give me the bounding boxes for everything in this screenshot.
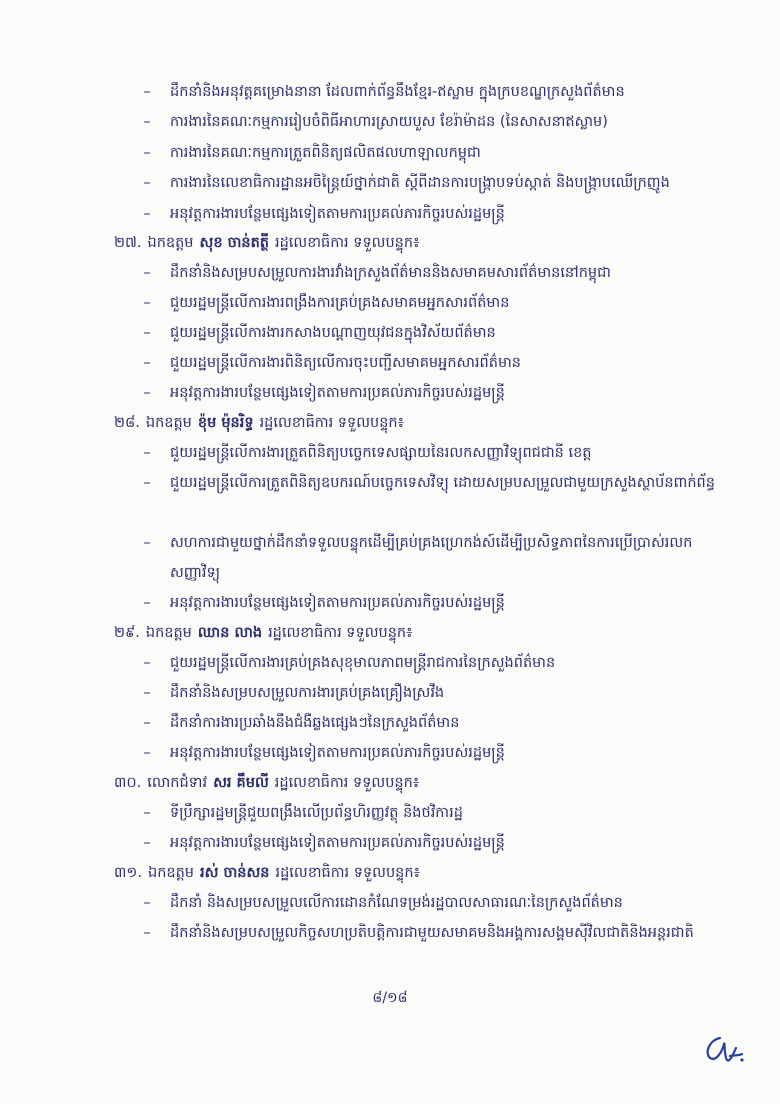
list-item: – អនុវត្តការងារបន្ថែមផ្សេងទៀតតាមការប្រគល់ភារកិច្ចរបស់រដ្ឋមន្ត្រី <box>143 385 505 401</box>
list-item: – ដឹកនាំនិងអនុវត្តគម្រោងនានា ដែលពាក់ព័ន្ធនឹងខ្មែរ-ឥស្លាម ក្នុងក្របខណ្ឌក្រសួងព័ត៌មាន <box>143 84 625 100</box>
signature-icon <box>700 1030 746 1068</box>
official-name: រស់ ចាន់សន <box>200 865 270 881</box>
list-item: – អនុវត្តការងារបន្ថែមផ្សេងទៀតតាមការប្រគល់ភារកិច្ចរបស់រដ្ឋមន្ត្រី <box>143 595 505 611</box>
section-heading: ២៩. ឯកឧត្តម ឈាន លាង រដ្ឋលេខាធិការ ទទួលបន្ទុក៖ <box>114 625 413 641</box>
section-heading: ៣០. លោកជំទាវ សរ គឹមលី រដ្ឋលេខាធិការ ទទួលបន្ទុក៖ <box>114 775 420 791</box>
list-item: – ជួយរដ្ឋមន្ត្រីលើការត្រួតពិនិត្យឧបករណ៍បច្ចេកទេសវិទ្យុ ដោយសម្របសម្រួលជាមួយក្រសួងស្ថាប័នពាក់ព័ន្ធ <box>143 475 715 491</box>
list-item: – ការងារនៃលេខាធិការដ្ឋានអចិន្ត្រៃយ៍ថ្នាក់ជាតិ ស្តីពីដានការបង្ក្រាបទប់ស្កាត់ និងបង្ក្រាបឈើក្រញូង <box>143 175 670 191</box>
official-name: ឈាន លាង <box>197 625 263 641</box>
list-item: – អនុវត្តការងារបន្ថែមផ្សេងទៀតតាមការប្រគល់ភារកិច្ចរបស់រដ្ឋមន្ត្រី <box>143 206 505 222</box>
section-heading: ៣១. ឯកឧត្តម រស់ ចាន់សន រដ្ឋលេខាធិការ ទទួលបន្ទុក៖ <box>114 865 420 881</box>
list-item: – ជួយរដ្ឋមន្ត្រីលើការងារកសាងបណ្តាញយុវជនក្នុងវិស័យព័ត៌មាន <box>143 325 496 341</box>
list-item: – អនុវត្តការងារបន្ថែមផ្សេងទៀតតាមការប្រគល់ភារកិច្ចរបស់រដ្ឋមន្ត្រី <box>143 835 505 851</box>
list-item: – ជួយរដ្ឋមន្ត្រីលើការងារគ្រប់គ្រងសុខុមាលភាពមន្ត្រីរាជការនៃក្រសួងព័ត៌មាន <box>143 655 556 671</box>
list-item: – សហការជាមួយថ្នាក់ដឹកនាំទទួលបន្ទុកដើម្បីគ្រប់គ្រងហ្រេកង់ស៍ដើម្បីប្រសិទ្ធភាពនៃការប្រើប្រាស់រលកសញ្ញាវិទ្យុ <box>143 535 693 581</box>
section-heading: ២៧. ឯកឧត្តម សុខ ចាន់តត្ថី រដ្ឋលេខាធិការ ទទួលបន្ទុក៖ <box>114 235 420 251</box>
list-item: – ដឹកនាំនិងសម្របសម្រួលកិច្ចសហប្រតិបត្តិការជាមួយសមាគមនិងអង្គការសង្គមស៊ីវិលជាតិនិងអន្តរជាតិ <box>143 925 694 941</box>
list-item: – ជួយរដ្ឋមន្ត្រីលើការងារពិនិត្យលើការចុះបញ្ជីសមាគមអ្នកសារព័ត៌មាន <box>143 355 521 371</box>
list-item: – ដឹកនាំនិងសម្របសម្រួលការងារគ្រប់គ្រងគ្រឿងស្រវឹង <box>143 685 445 701</box>
official-name: ខ៉ុម ម៉ុនរិទ្ធ <box>197 415 254 431</box>
official-name: សុខ ចាន់តត្ថី <box>199 235 269 251</box>
list-item: – ទីប្រឹក្សារដ្ឋមន្ត្រីជួយពង្រឹងលើប្រព័ន្ធហិរញ្ញវត្ថុ និងថវិការដ្ឋ <box>143 805 463 821</box>
list-item: – ការងារនៃគណៈកម្មការរៀបចំពិធីអាហារស្រាយបួស ខែរ៉ាម៉ាដន (នៃសាសនាឥស្លាម) <box>143 114 608 130</box>
list-item: – ការងារនៃគណៈកម្មការត្រួតពិនិត្យផលិតផលហាឡាលកម្ពុជា <box>143 145 481 161</box>
list-item: – ដឹកនាំនិងសម្របសម្រួលការងារវាំងក្រសួងព័ត៌មាននិងសមាគមសារព័ត៌មាននៅកម្ពុជា <box>143 265 611 281</box>
list-item: – ដឹកនាំការងារប្រឆាំងនឹងជំងឺឆ្លងផ្សេងៗនៃក្រសួងព័ត៌មាន <box>143 715 460 731</box>
official-name: សរ គឹមលី <box>213 775 269 791</box>
page-number: ៨/១៨ <box>372 990 408 1006</box>
list-item: – ជួយរដ្ឋមន្ត្រីលើការងារពង្រឹងការគ្រប់គ្រងសមាគមអ្នកសារព័ត៌មាន <box>143 295 510 311</box>
list-item: – ជួយរដ្ឋមន្ត្រីលើការងារត្រួតពិនិត្យបច្ចេកទេសផ្សាយនៃរលកសញ្ញាវិទ្យុពជជានី ខេត្ត <box>143 445 592 461</box>
section-heading: ២៨. ឯកឧត្តម ខ៉ុម ម៉ុនរិទ្ធ រដ្ឋលេខាធិការ ទទួលបន្ទុក៖ <box>114 415 405 431</box>
list-item: – ដឹកនាំ និងសម្របសម្រួលលើការដោនកំណែទម្រង់រដ្ឋបាលសាធារណៈនៃក្រសួងព័ត៌មាន <box>143 895 623 911</box>
list-item: – អនុវត្តការងារបន្ថែមផ្សេងទៀតតាមការប្រគល់ភារកិច្ចរបស់រដ្ឋមន្ត្រី <box>143 745 505 761</box>
